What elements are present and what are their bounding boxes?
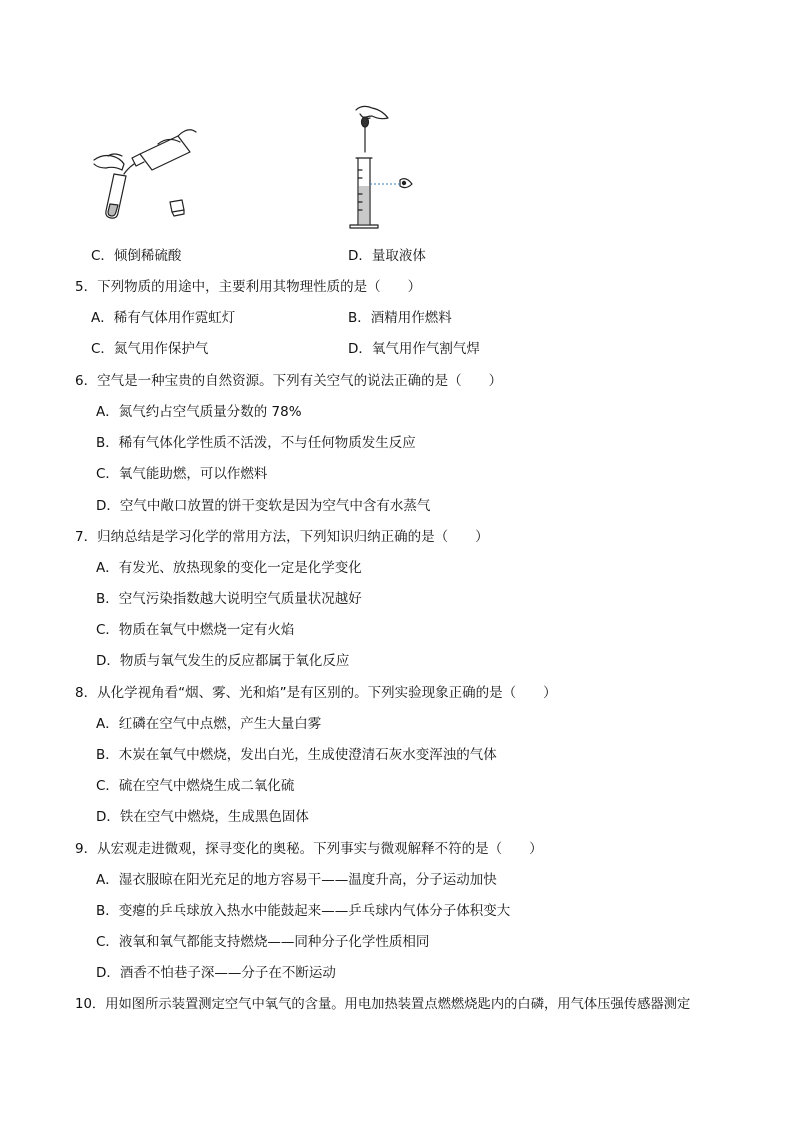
question-6-option-c: C．氧气能助燃，可以作燃料: [96, 466, 268, 482]
question-5-option-c: C．氮气用作保护气: [91, 341, 209, 357]
question-5-option-b: B．酒精用作燃料: [348, 310, 452, 326]
question-8-option-b: B．木炭在氧气中燃烧，发出白光，生成使澄清石灰水变浑浊的气体: [96, 747, 497, 763]
question-6-option-d: D．空气中敞口放置的饼干变软是因为空气中含有水蒸气: [96, 498, 431, 514]
question-7-option-d: D．物质与氧气发生的反应都属于氧化反应: [96, 653, 350, 669]
question-9-option-c: C．液氧和氧气都能支持燃烧——同种分子化学性质相同: [96, 934, 430, 950]
question-8-stem: 8．从化学视角看“烟、雾、光和焰”是有区别的。下列实验现象正确的是（ ）: [75, 685, 557, 701]
question-5-stem: 5．下列物质的用途中，主要利用其物理性质的是（ ）: [75, 279, 422, 295]
figure-c-pouring-acid: [88, 118, 200, 222]
question-9-option-b: B．变瘪的乒乓球放入热水中能鼓起来——乒乓球内气体分子体积变大: [96, 903, 511, 919]
question-6-option-a: A．氮气约占空气质量分数的 78%: [96, 404, 302, 420]
question-6-option-b: B．稀有气体化学性质不活泼，不与任何物质发生反应: [96, 435, 416, 451]
question-9-option-d: D．酒香不怕巷子深——分子在不断运动: [96, 965, 336, 981]
question-7-option-b: B．空气污染指数越大说明空气质量状况越好: [96, 591, 362, 607]
question-8-option-d: D．铁在空气中燃烧，生成黑色固体: [96, 809, 309, 825]
question-5-option-d: D．氧气用作气割气焊: [348, 341, 480, 357]
question-5-option-a: A．稀有气体用作霓虹灯: [91, 310, 236, 326]
question-9-stem: 9．从宏观走进微观，探寻变化的奥秘。下列事实与微观解释不符的是（ ）: [75, 841, 543, 857]
question-7-option-c: C．物质在氧气中燃烧一定有火焰: [96, 622, 295, 638]
figure-c-caption: C．倾倒稀硫酸: [91, 248, 182, 264]
question-6-stem: 6．空气是一种宝贵的自然资源。下列有关空气的说法正确的是（ ）: [75, 373, 503, 389]
question-8-option-a: A．红磷在空气中点燃，产生大量白雾: [96, 716, 322, 732]
question-8-option-c: C．硫在空气中燃烧生成二氧化硫: [96, 778, 295, 794]
question-7-option-a: A．有发光、放热现象的变化一定是化学变化: [96, 560, 362, 576]
question-7-stem: 7．归纳总结是学习化学的常用方法，下列知识归纳正确的是（ ）: [75, 529, 489, 545]
question-10-stem: 10．用如图所示装置测定空气中氧气的含量。用电加热装置点燃燃烧匙内的白磷，用气体压强传感器测定: [75, 997, 691, 1012]
figure-d-measuring-liquid: [338, 104, 418, 230]
question-9-option-a: A．湿衣服晾在阳光充足的地方容易干——温度升高，分子运动加快: [96, 872, 497, 888]
figure-d-caption: D．量取液体: [348, 248, 426, 264]
